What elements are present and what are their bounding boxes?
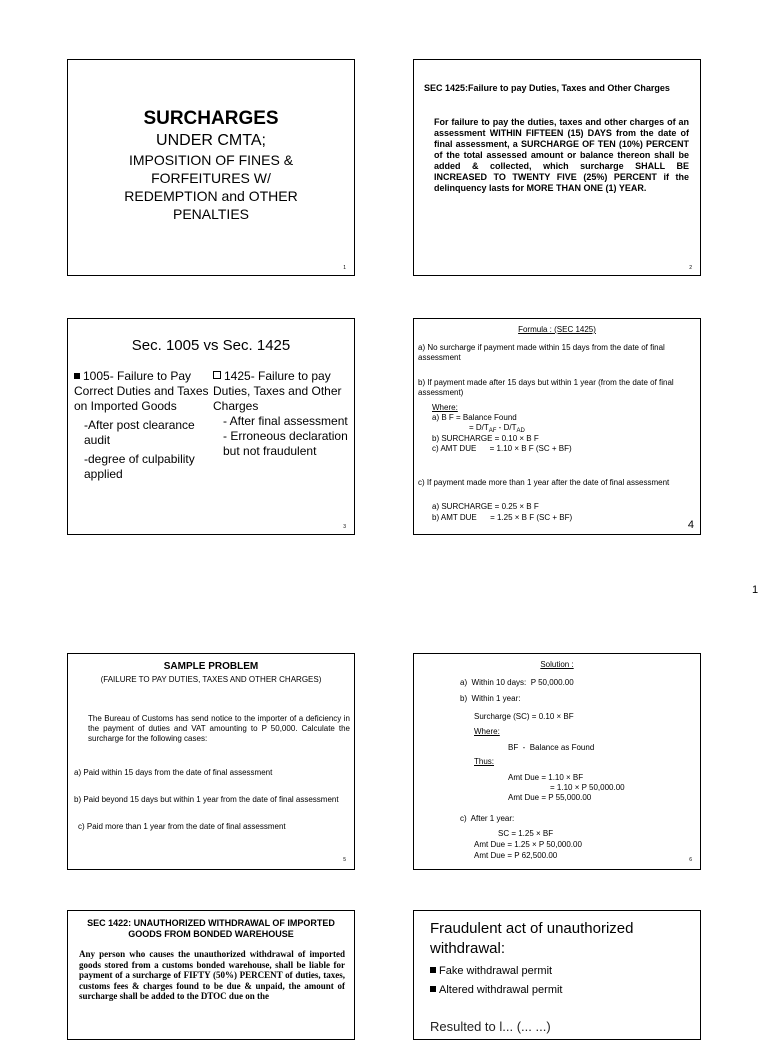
solution-line: BF - Balance as Found bbox=[508, 743, 595, 752]
slide-page-number: 4 bbox=[687, 519, 694, 531]
cut-off-line: Resulted to l... (... ...) bbox=[430, 1019, 551, 1034]
formula-case-c: c) If payment made more than 1 year after the date of final assessment bbox=[418, 478, 670, 487]
slide-heading: Fraudulent act of unauthorized withdrawal: bbox=[430, 920, 634, 957]
slide-heading: SURCHARGES bbox=[143, 108, 279, 129]
page-number: 1 bbox=[752, 584, 759, 596]
slide-heading: Solution : bbox=[540, 660, 574, 669]
bullet-icon bbox=[74, 373, 80, 379]
solution-line: Amt Due = P 62,500.00 bbox=[474, 851, 558, 860]
left-heading: 1005- Failure to Pay Correct Duties and Taxes on Imported Goods bbox=[74, 369, 209, 413]
right-item: - After final assessment bbox=[223, 414, 348, 428]
thus-label: Thus: bbox=[474, 757, 495, 766]
slide-page-number: 1 bbox=[343, 265, 346, 271]
solution-line: a) Within 10 days: P 50,000.00 bbox=[460, 678, 574, 687]
left-item: -degree of culpability applied bbox=[84, 452, 195, 481]
problem-case: b) Paid beyond 15 days but within 1 year from the date of final assessment bbox=[74, 795, 339, 804]
bullet-icon bbox=[430, 967, 436, 973]
right-column bbox=[213, 369, 349, 459]
slide-subheading: UNDER CMTA; bbox=[156, 132, 266, 149]
checkbox-icon bbox=[213, 371, 221, 379]
solution-line: Amt Due = 1.25 × P 50,000.00 bbox=[474, 840, 582, 849]
solution-line: = 1.10 × P 50,000.00 bbox=[550, 783, 625, 792]
problem-body: The Bureau of Customs has send notice to the importer of a deficiency in the payment of duties and VAT amounting to P 50,000. Calculate the surcharge for the following cases: bbox=[88, 714, 350, 743]
right-heading: 1425- Failure to pay Duties, Taxes and Other Charges bbox=[213, 369, 342, 413]
slide-subheading: (FAILURE TO PAY DUTIES, TAXES AND OTHER CHARGES) bbox=[100, 675, 322, 684]
slide-heading: SEC 1425:Failure to pay Duties, Taxes and Other Charges bbox=[424, 83, 670, 93]
slide-page-number: 2 bbox=[689, 265, 692, 271]
slide-fraudulent-act bbox=[413, 910, 701, 1040]
slide-heading: Formula : (SEC 1425) bbox=[518, 325, 596, 334]
slide-page-number: 6 bbox=[689, 857, 692, 863]
left-item: -After post clearance audit bbox=[84, 418, 195, 447]
slide-page-number: 3 bbox=[343, 524, 346, 530]
solution-line: Amt Due = P 55,000.00 bbox=[508, 793, 592, 802]
slide-sec-1425 bbox=[413, 59, 701, 276]
where-label: Where: bbox=[432, 403, 458, 412]
slide-page-number: 5 bbox=[343, 857, 346, 863]
right-item: - Erroneous declaration but not fraudulent bbox=[223, 429, 348, 458]
problem-case: c) Paid more than 1 year from the date of final assessment bbox=[78, 822, 286, 831]
formula-line: b) AMT DUE = 1.25 × B F (SC + BF) bbox=[432, 513, 573, 522]
formula-line: a) B F = Balance Found bbox=[432, 413, 517, 422]
list-item: Fake withdrawal permit bbox=[430, 965, 552, 977]
solution-line: Amt Due = 1.10 × BF bbox=[508, 773, 584, 782]
solution-line: SC = 1.25 × BF bbox=[498, 829, 554, 838]
left-column bbox=[74, 369, 214, 482]
formula-line: b) SURCHARGE = 0.10 × B F bbox=[432, 434, 539, 443]
slide-subheading: PENALTIES bbox=[173, 206, 249, 222]
problem-case: a) Paid within 15 days from the date of final assessment bbox=[74, 768, 273, 777]
solution-line: b) Within 1 year: bbox=[460, 694, 521, 703]
slide-body: Any person who causes the unauthorized withdrawal of imported goods stored from a customs bonded warehouse, shall be liable for payment of a surcharge of FIFTY (50%) PERCENT of duties, taxes, customs fees & charges found to be due & unpaid, the amount of surcharge shall be added to the DTOC due on the bbox=[79, 949, 345, 1001]
formula-case-b: b) If payment made after 15 days but within 1 year (from the date of final assessment) bbox=[418, 378, 674, 397]
formula-line: a) SURCHARGE = 0.25 × B F bbox=[432, 502, 539, 511]
slide-sample-problem bbox=[67, 653, 355, 870]
slide-title bbox=[67, 59, 355, 276]
slide-subheading: IMPOSITION OF FINES & bbox=[128, 152, 294, 168]
list-item: Altered withdrawal permit bbox=[430, 984, 563, 996]
slide-sec-1422 bbox=[67, 910, 355, 1040]
slide-formula bbox=[413, 318, 701, 535]
slide-heading: SEC 1422: UNAUTHORIZED WITHDRAWAL OF IMPORTED GOODS FROM BONDED WAREHOUSE bbox=[87, 918, 335, 939]
bullet-icon bbox=[430, 986, 436, 992]
slide-heading: Sec. 1005 vs Sec. 1425 bbox=[131, 337, 291, 354]
slide-comparison bbox=[67, 318, 355, 535]
slide-body: For failure to pay the duties, taxes and other charges of an assessment WITHIN FIFTEEN (15) DAYS from the date of final assessment, a SURCHARGE OF TEN (10%) PERCENT of the total assessed amount or balance thereon shall be added & collected, which surcharge SHALL BE INCREASED TO TWENTY FIVE (25%) PERCENT if the delinquency lasts for MORE THAN ONE (1) YEAR. bbox=[434, 117, 689, 193]
where-label: Where: bbox=[474, 727, 500, 736]
formula-line: = $D/T_{AF} - D/T_{AD}$ bbox=[469, 423, 525, 434]
slide-solution bbox=[413, 653, 701, 870]
solution-line: Surcharge (SC) = 0.10 × BF bbox=[474, 712, 574, 721]
slide-subheading: REDEMPTION and OTHER bbox=[124, 188, 298, 204]
slide-subheading: FORFEITURES W/ bbox=[151, 170, 271, 186]
formula-line: c) AMT DUE = 1.10 × B F (SC + BF) bbox=[432, 444, 572, 453]
slide-heading: SAMPLE PROBLEM bbox=[163, 661, 259, 672]
solution-line: c) After 1 year: bbox=[460, 814, 515, 823]
formula-case-a: a) No surcharge if payment made within 15 days from the date of final assessment bbox=[418, 343, 665, 362]
